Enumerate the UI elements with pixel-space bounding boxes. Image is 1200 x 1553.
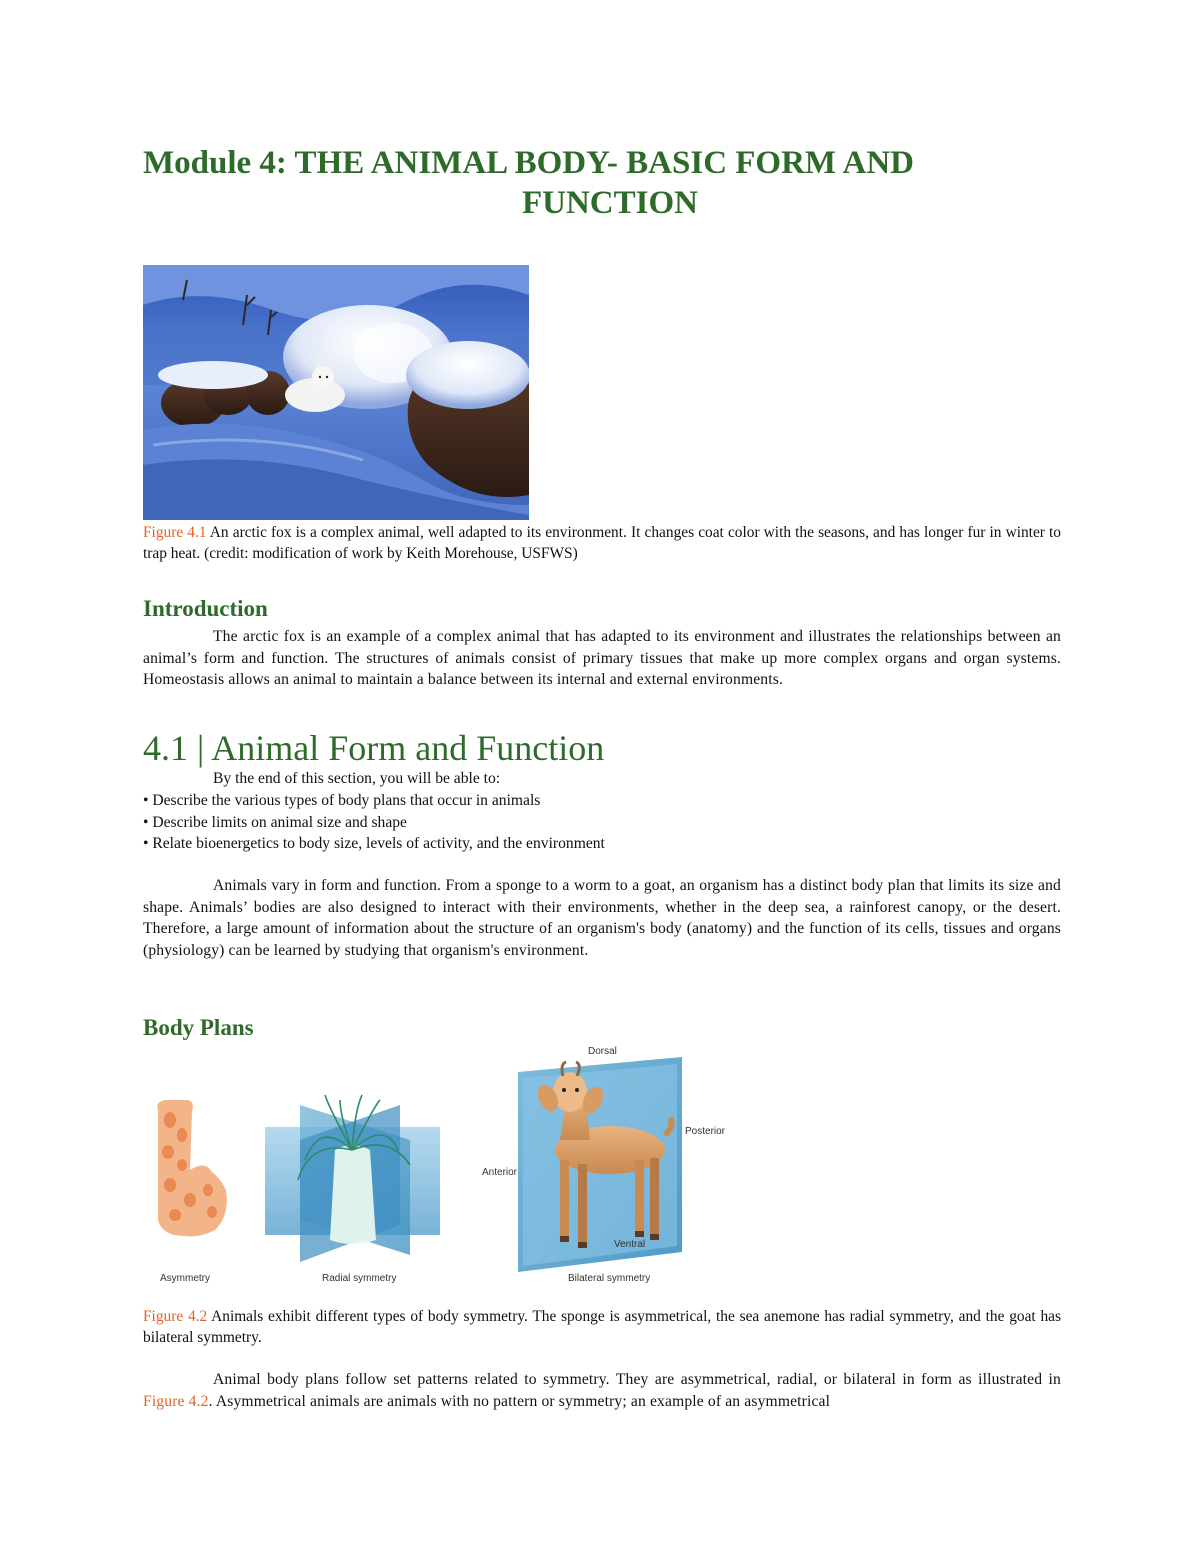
section-heading: 4.1 | Animal Form and Function: [143, 728, 605, 768]
posterior-label: Posterior: [685, 1126, 726, 1137]
figure-4-1-ref[interactable]: Figure 4.1: [143, 524, 207, 541]
title-line-1: Module 4: THE ANIMAL BODY- BASIC FORM AND: [143, 145, 915, 181]
body-plans-heading: Body Plans: [143, 1015, 254, 1040]
learning-objectives: [143, 768, 1061, 855]
body-plans-text-b: . Asymmetrical animals are animals with no pattern or symmetry; an example of an asymmetrical: [208, 1392, 831, 1410]
title-line-2: FUNCTION: [521, 185, 698, 221]
radial-symmetry-label: Radial symmetry: [322, 1273, 397, 1284]
ventral-label: Ventral: [614, 1239, 646, 1250]
figure-4-1-caption: [143, 522, 1061, 564]
objective-item: • Describe limits on animal size and shape: [143, 813, 407, 831]
objectives-intro: By the end of this section, you will be able to:: [213, 770, 501, 787]
figure-4-2-text: Animals exhibit different types of body symmetry. The sponge is asymmetrical, the sea anemone has radial symmetry, and the goat has bilateral symmetry.: [143, 1308, 1061, 1346]
body-plans-paragraph: [143, 1369, 1061, 1412]
sea-anemone-illustration: [265, 1095, 440, 1262]
figure-4-2-link[interactable]: Figure 4.2: [143, 1392, 209, 1410]
introduction-paragraph: The arctic fox is an example of a complex animal that has adapted to its environment and illustrates the relationships between an animal’s form and function. The structures of animals consist of primary tissues that make up more complex organs and organ systems. Homeostasis allows an animal to maintain a balance between its internal and external environments.: [143, 628, 1061, 688]
bilateral-symmetry-label: Bilateral symmetry: [568, 1273, 651, 1284]
body-plans-text-a: Animal body plans follow set patterns related to symmetry. They are asymmetrical, radial, or bilateral in form as illustrated in: [213, 1371, 1061, 1388]
dorsal-label: Dorsal: [588, 1046, 617, 1057]
introduction-heading: Introduction: [143, 596, 268, 621]
figure-4-1-text: An arctic fox is a complex animal, well adapted to its environment. It changes coat color with the seasons, and has longer fur in winter to trap heat. (credit: modification of work by Keith Morehouse, USFWS): [143, 524, 1061, 562]
arctic-fox-photo: [143, 265, 529, 520]
objective-item: • Describe the various types of body plans that occur in animals: [143, 791, 541, 809]
anterior-label: Anterior: [482, 1167, 518, 1178]
page-title: [143, 143, 1063, 223]
objective-item: • Relate bioenergetics to body size, levels of activity, and the environment: [143, 835, 605, 853]
body-symmetry-figure: [140, 1040, 740, 1290]
asymmetry-label: Asymmetry: [160, 1273, 210, 1284]
sponge-illustration: [157, 1100, 227, 1236]
figure-4-2-caption: [143, 1306, 1061, 1348]
goat-illustration: [518, 1057, 682, 1272]
figure-4-2-ref[interactable]: Figure 4.2: [143, 1308, 208, 1325]
form-function-paragraph: Animals vary in form and function. From a sponge to a worm to a goat, an organism has a distinct body plan that limits its size and shape. Animals’ bodies are also designed to interact with their environments, whether in the deep sea, a rainforest canopy, or the desert. Therefore, a large amount of information about the structure of an organism's body (anatomy) and the function of its cells, tissues and organs (physiology) can be learned by studying that organism's environment.: [143, 877, 1061, 959]
